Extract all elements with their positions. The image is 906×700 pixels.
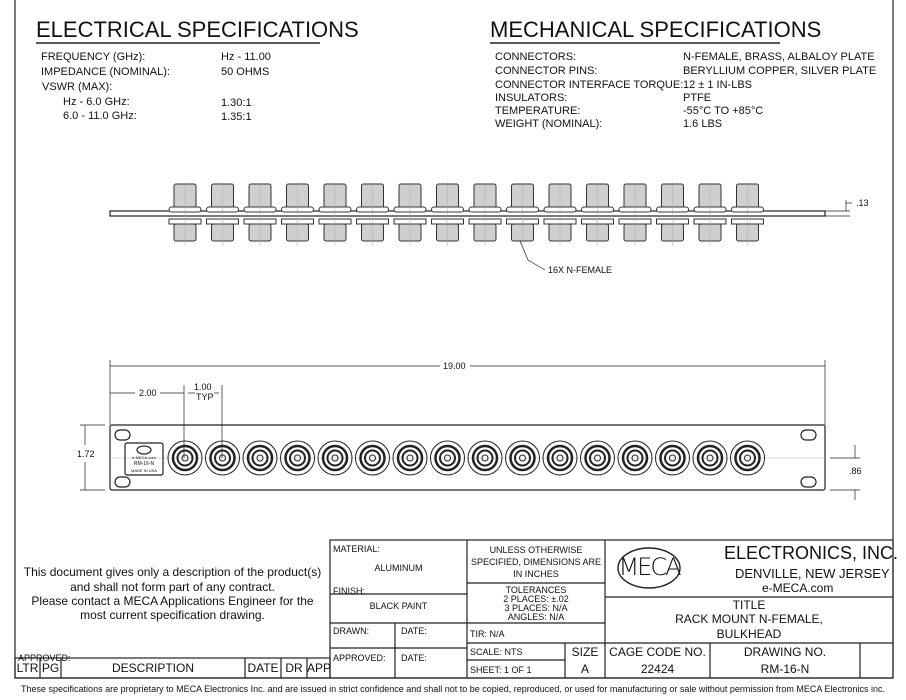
spec-label: CONNECTOR INTERFACE TORQUE: xyxy=(495,79,684,91)
label-plate-origin: MADE IN USA xyxy=(130,468,157,473)
mount-hole xyxy=(115,477,130,487)
spec-value: Hz - 11.00 xyxy=(221,51,271,63)
units-note: SPECIFIED, DIMENSIONS ARE xyxy=(470,557,602,567)
revision-header-date: DATE xyxy=(247,661,279,675)
meca-logo: MECA xyxy=(618,553,680,581)
size-value: A xyxy=(580,662,589,676)
spec-value: 1.6 LBS xyxy=(683,118,723,130)
company-website: e-MECA.com xyxy=(762,581,834,595)
disclaimer-line: and shall not form part of any contract. xyxy=(70,580,275,594)
dim-pitch: 1.00 xyxy=(194,382,212,392)
connector-callout: 16X N-FEMALE xyxy=(548,265,613,275)
size-label: SIZE xyxy=(571,645,599,659)
mount-hole xyxy=(801,430,816,440)
tolerances-heading: TOLERANCES xyxy=(505,585,567,595)
spec-value: BERYLLIUM COPPER, SILVER PLATE xyxy=(683,65,877,77)
dim-height: 1.72 xyxy=(77,449,95,459)
callout-leader xyxy=(520,241,545,270)
spec-label: WEIGHT (NOMINAL): xyxy=(495,118,603,130)
dim-thickness: .13 xyxy=(856,198,869,208)
label-plate-site: e-MECA.com xyxy=(132,455,156,460)
title-line: RACK MOUNT N-FEMALE, xyxy=(675,612,823,626)
dim-length: 19.00 xyxy=(443,361,466,371)
cage-code-label: CAGE CODE NO. xyxy=(609,645,706,659)
disclaimer-line: most current specification drawing. xyxy=(80,608,265,622)
spec-value: -55°C TO +85°C xyxy=(683,105,764,117)
finish-value: BLACK PAINT xyxy=(369,601,428,611)
electrical-title: ELECTRICAL SPECIFICATIONS xyxy=(36,17,359,42)
approved-label: APPROVED: xyxy=(333,653,386,663)
revision-header-dr: DR xyxy=(285,661,303,675)
spec-label: INSULATORS: xyxy=(495,92,568,104)
company-location: DENVILLE, NEW JERSEY xyxy=(735,566,890,581)
disclaimer-line: Please contact a MECA Applications Engineer for the xyxy=(31,594,314,608)
tolerance-line: ANGLES: N/A xyxy=(507,612,565,622)
drawn-label: DRAWN: xyxy=(333,626,370,636)
revision-approved-label: APPROVED: xyxy=(18,653,71,663)
spec-label: 6.0 - 11.0 GHz: xyxy=(63,110,137,122)
proprietary-footer: These specifications are proprietary to MECA Electronics Inc. and are issued in strict confidence and shall not to be copied, reproduced, or used for manufacturing or sale without permission from MECA Electronics inc. xyxy=(21,684,885,694)
label-plate-model: RM-16-N xyxy=(133,461,155,467)
spec-label: TEMPERATURE: xyxy=(495,105,581,117)
finish-label: FINISH: xyxy=(333,586,366,596)
dim-first: 2.00 xyxy=(139,388,157,398)
spec-value: 1.30:1 xyxy=(221,97,252,109)
spec-label: FREQUENCY (GHz): xyxy=(41,51,146,63)
drawn-date-label: DATE: xyxy=(401,626,427,636)
cage-code: 22424 xyxy=(640,662,675,676)
drawing-no-label: DRAWING NO. xyxy=(743,645,827,659)
material-label: MATERIAL: xyxy=(333,544,380,554)
material-value: ALUMINUM xyxy=(374,563,423,573)
scale: SCALE: NTS xyxy=(470,647,523,657)
dim-pitch-note: TYP xyxy=(196,392,214,402)
mount-hole xyxy=(115,430,130,440)
drawing-no: RM-16-N xyxy=(760,662,810,676)
spec-value: 12 ± 1 IN-LBS xyxy=(683,79,753,91)
spec-label: VSWR (MAX): xyxy=(42,81,113,93)
spec-label: Hz - 6.0 GHz: xyxy=(63,96,130,108)
revision-header-ltr: LTR xyxy=(16,661,39,675)
disclaimer-line: This document gives only a description of the product(s) xyxy=(23,565,322,579)
spec-value: 1.35:1 xyxy=(221,111,252,123)
spec-label: IMPEDANCE (NOMINAL): xyxy=(41,66,170,78)
spec-label: CONNECTOR PINS: xyxy=(495,65,598,77)
spec-label: CONNECTORS: xyxy=(495,51,577,63)
approved-date-label: DATE: xyxy=(401,653,427,663)
revision-header-description: DESCRIPTION xyxy=(111,661,194,675)
sheet: SHEET: 1 OF 1 xyxy=(470,665,532,675)
spec-value: 50 OHMS xyxy=(221,66,270,78)
title-line: BULKHEAD xyxy=(716,627,782,641)
units-note: UNLESS OTHERWISE xyxy=(489,545,583,555)
units-note: IN INCHES xyxy=(513,569,559,579)
spec-value: N-FEMALE, BRASS, ALBALOY PLATE xyxy=(683,51,875,63)
mount-hole xyxy=(801,477,816,487)
spec-value: PTFE xyxy=(683,92,712,104)
dim-center: .86 xyxy=(849,466,862,476)
tolerance-line: 3 PLACES: N/A xyxy=(504,603,568,613)
tir: TIR: N/A xyxy=(470,629,505,639)
mechanical-title: MECHANICAL SPECIFICATIONS xyxy=(490,17,822,42)
revision-header-pg: PG xyxy=(41,661,60,675)
revision-header-app: APP xyxy=(307,661,332,675)
title-label: TITLE xyxy=(732,598,766,612)
tolerance-line: 2 PLACES: ±.02 xyxy=(503,594,569,604)
company-name: ELECTRONICS, INC. xyxy=(724,543,899,563)
label-plate-logo xyxy=(137,446,151,454)
